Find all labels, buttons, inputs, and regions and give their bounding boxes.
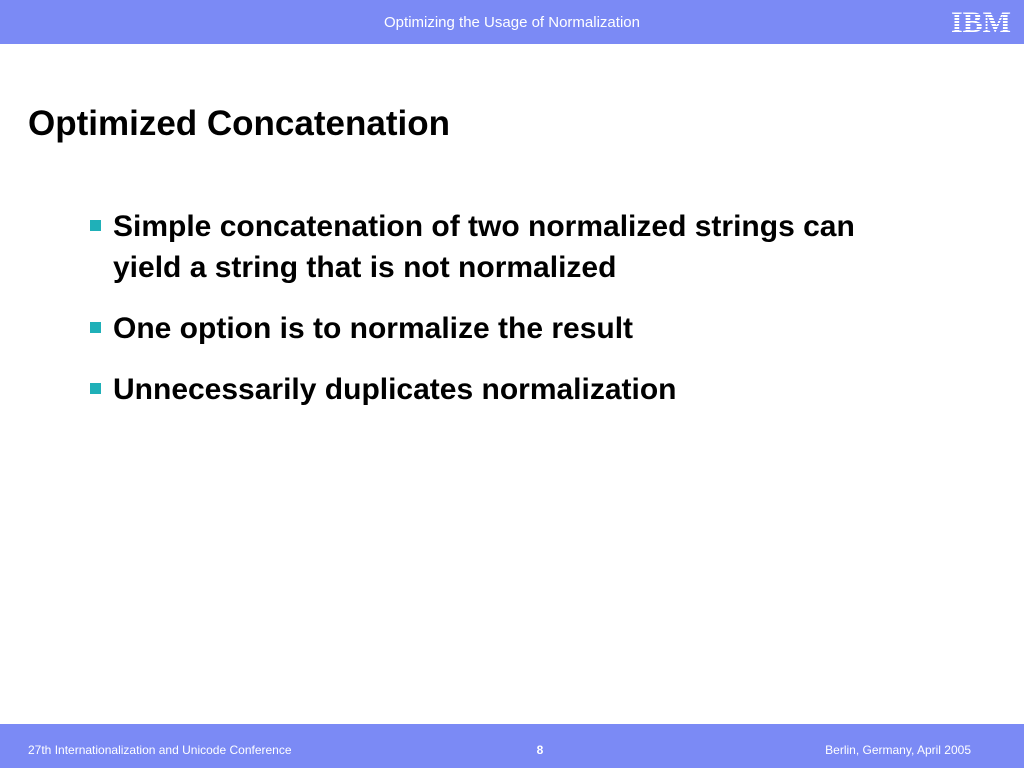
bullet-text: Unnecessarily duplicates normalization xyxy=(113,373,677,406)
bullet-item xyxy=(88,206,908,288)
footer-bar xyxy=(0,724,1024,768)
ibm-logo xyxy=(946,6,1016,36)
bullet-text: One option is to normalize the result xyxy=(113,312,634,345)
square-bullet-icon xyxy=(90,220,101,231)
page-number: 8 xyxy=(536,743,544,757)
bullet-item xyxy=(88,369,908,410)
slide-title: Optimized Concatenation xyxy=(28,104,450,143)
bullet-item xyxy=(88,308,908,349)
footer-conference: 27th Internationalization and Unicode Conference xyxy=(28,743,292,757)
square-bullet-icon xyxy=(90,322,101,333)
footer-location-date: Berlin, Germany, April 2005 xyxy=(825,743,971,757)
bullet-text: Simple concatenation of two normalized strings can yield a string that is not normalized xyxy=(113,210,855,284)
presentation-title: Optimizing the Usage of Normalization xyxy=(384,14,640,31)
square-bullet-icon xyxy=(90,383,101,394)
header-bar xyxy=(0,0,1024,44)
bullet-list xyxy=(88,206,908,430)
